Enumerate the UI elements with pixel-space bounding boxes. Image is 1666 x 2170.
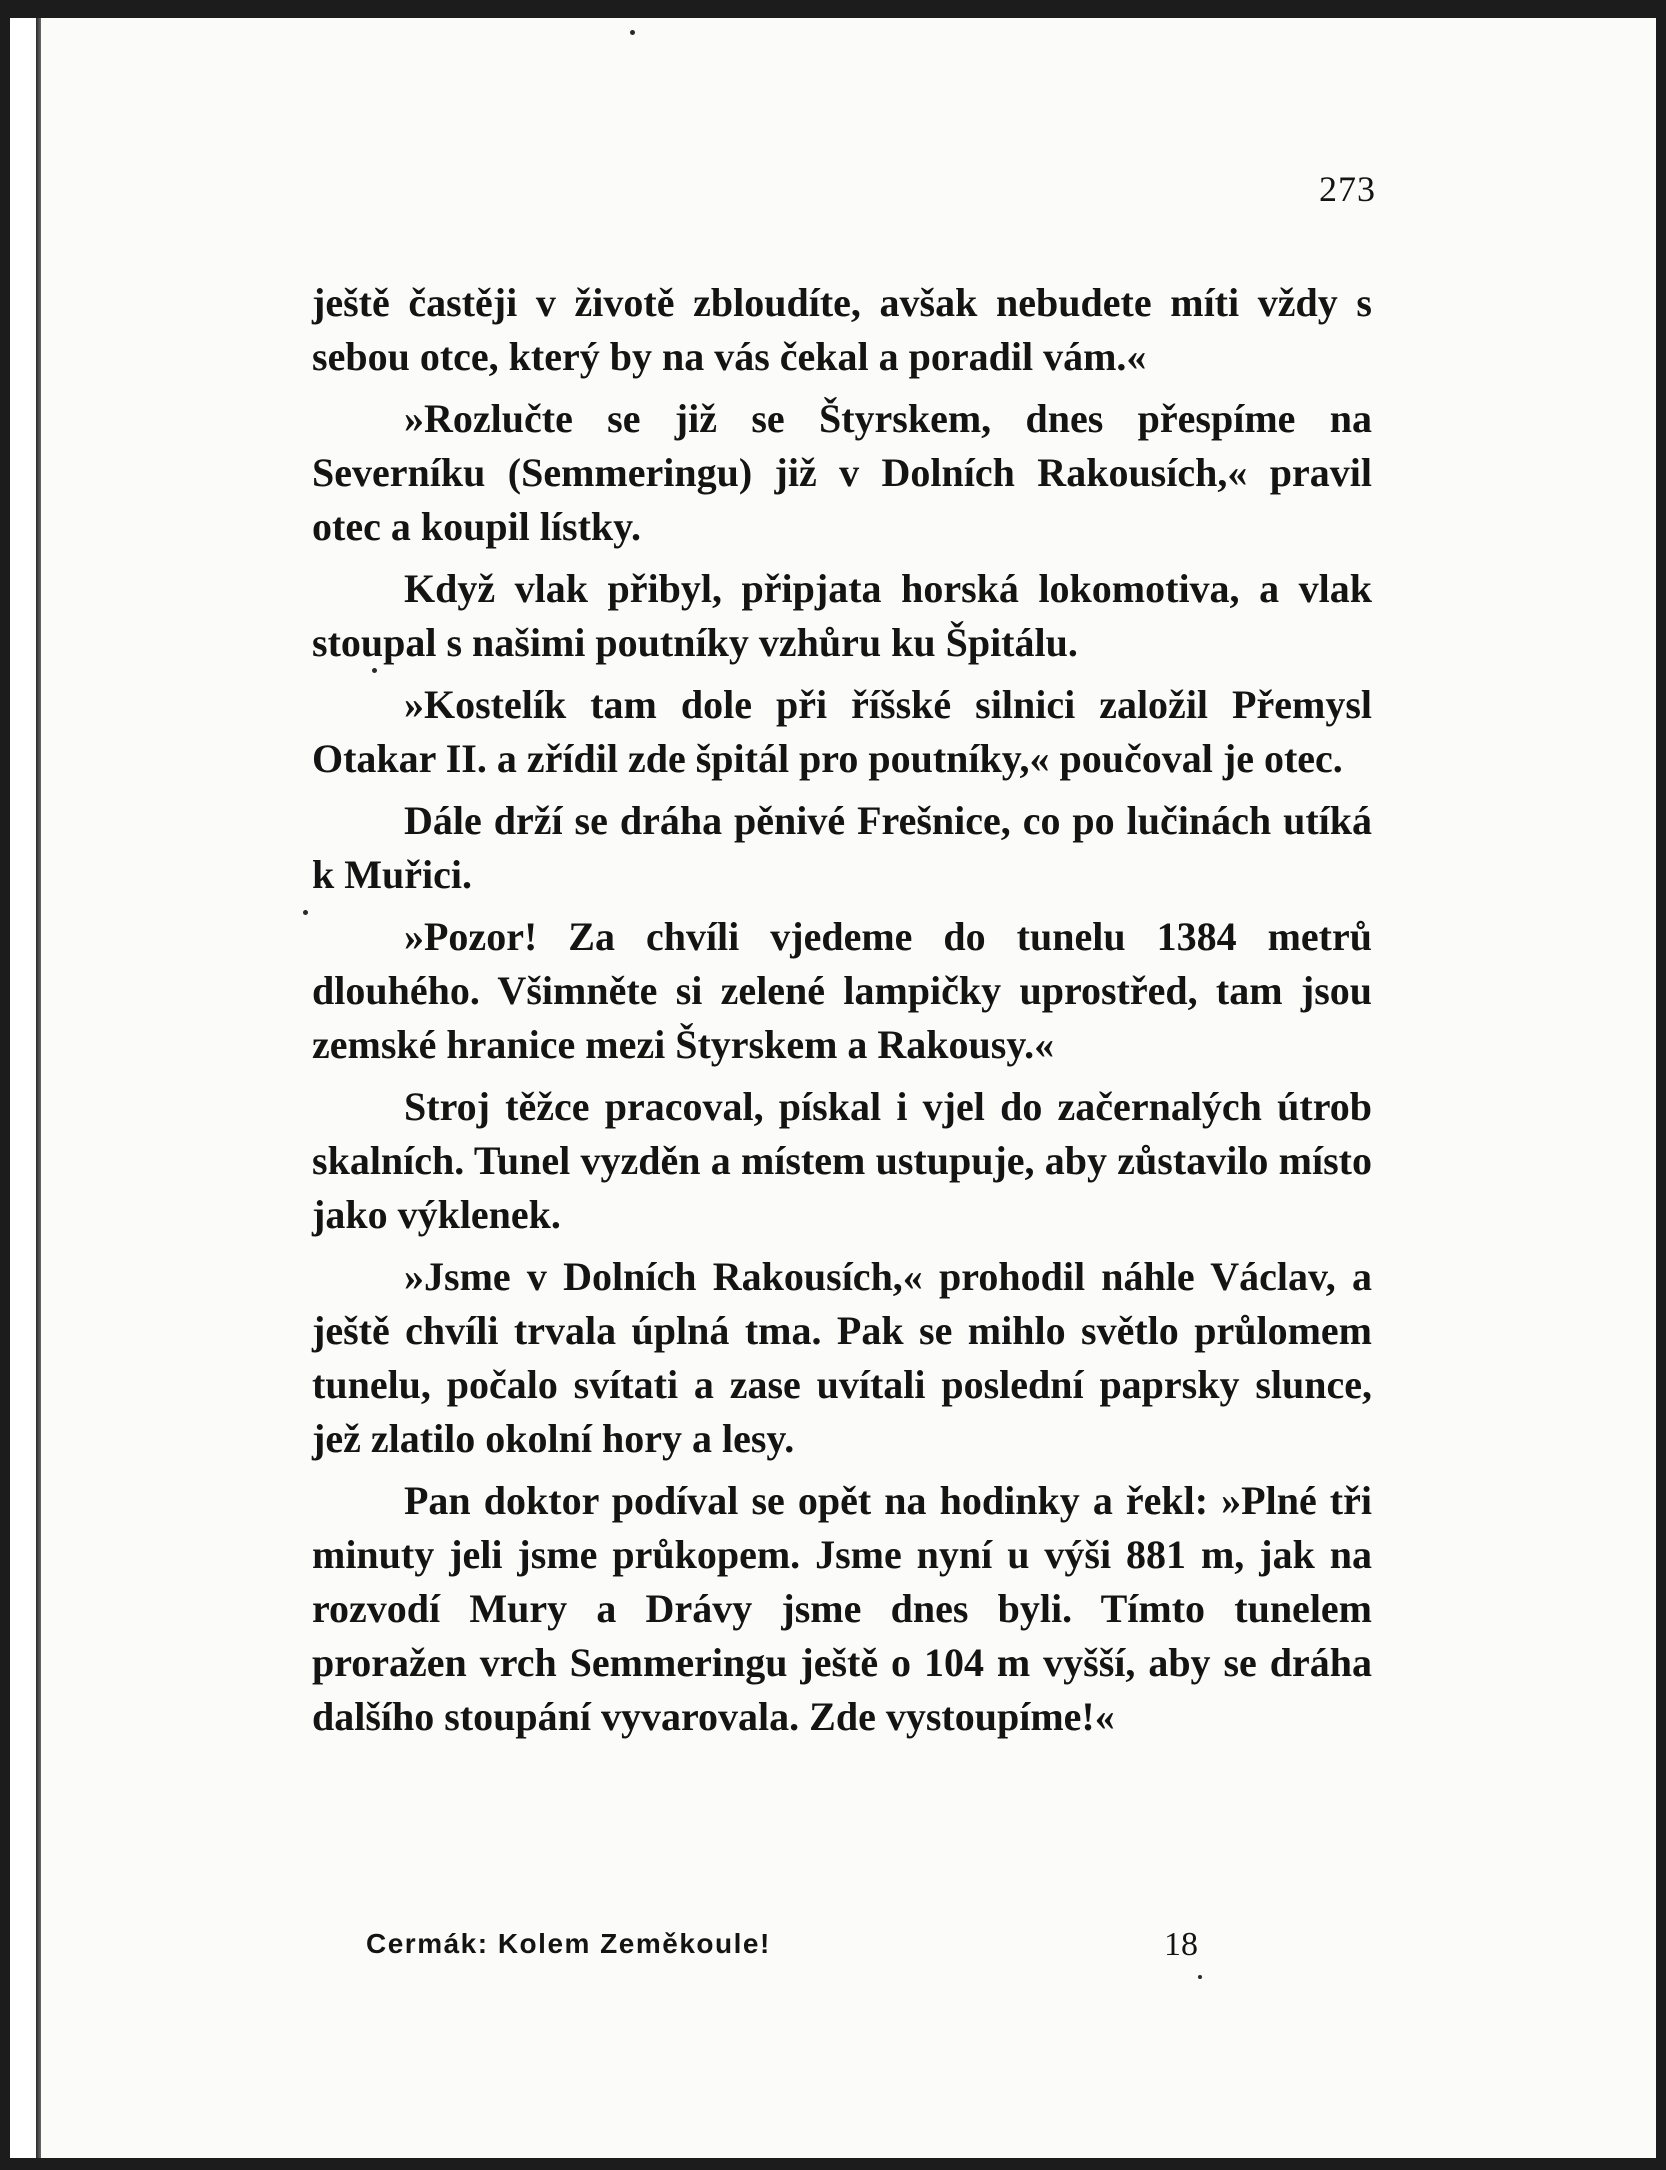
scan-border-bottom [0,2158,1666,2170]
paragraph: Dále drží se dráha pěnivé Frešnice, co po lučinách utíká k Muřici. [312,798,1372,897]
paragraph: »Jsme v Dolních Rakousích,« prohodil náhle Václav, a ještě chvíli trvala úplná tma. Pak se mihlo světlo průlomem tunelu, počalo svítati a zase uvítali poslední paprsky slunce, jež zlatilo okolní hory a lesy. [312,1254,1372,1461]
scan-speck [1198,1975,1202,1979]
paragraph: Pan doktor podíval se opět na hodinky a řekl: »Plné tři minuty jeli jsme průkopem. Jsme nyní u výši 881 m, jak na rozvodí Mury a Drávy jsme dnes byli. Tímto tunelem proražen vrch Semmeringu ještě o 104 m vyšší, aby se dráha dalšího stoupání vyvarovala. Zde vystoupíme!« [312,1478,1372,1739]
scan-border-left [0,0,10,2170]
scan-speck [630,30,635,35]
scan-border-top [0,0,1666,18]
footer-signature: Cermák: Kolem Zeměkoule! [366,1928,771,1959]
sheet-mark: 18 [1164,1926,1198,1963]
paragraph: ještě častěji v životě zbloudíte, avšak nebudete míti vždy s sebou otce, který by na vás čekal a poradil vám.« [312,280,1372,379]
paragraph: »Pozor! Za chvíli vjedeme do tunelu 1384 metrů dlouhého. Všimněte si zelené lampičky uprostřed, tam jsou zemské hranice mezi Štyrskem a Rakousy.« [312,914,1372,1067]
paragraph: Stroj těžce pracoval, pískal i vjel do začernalých útrob skalních. Tunel vyzděn a místem ustupuje, aby zůstavilo místo jako výklenek. [312,1084,1372,1237]
scan-border-right [1656,0,1666,2170]
scan-speck [303,910,308,915]
paragraph: »Kostelík tam dole při říšské silnici založil Přemysl Otakar II. a zřídil zde špitál pro poutníky,« poučoval je otec. [312,682,1372,781]
body-text [312,276,1372,1744]
paragraph: »Rozlučte se již se Štyrskem, dnes přespíme na Severníku (Semmeringu) již v Dolních Rakousích,« pravil otec a koupil lístky. [312,396,1372,549]
paragraph: Když vlak přibyl, připjata horská lokomotiva, a vlak stoupal s našimi poutníky vzhůru ku Špitálu. [312,566,1372,665]
page-gutter-shadow [36,18,41,2158]
page-number: 273 [1319,169,1376,209]
